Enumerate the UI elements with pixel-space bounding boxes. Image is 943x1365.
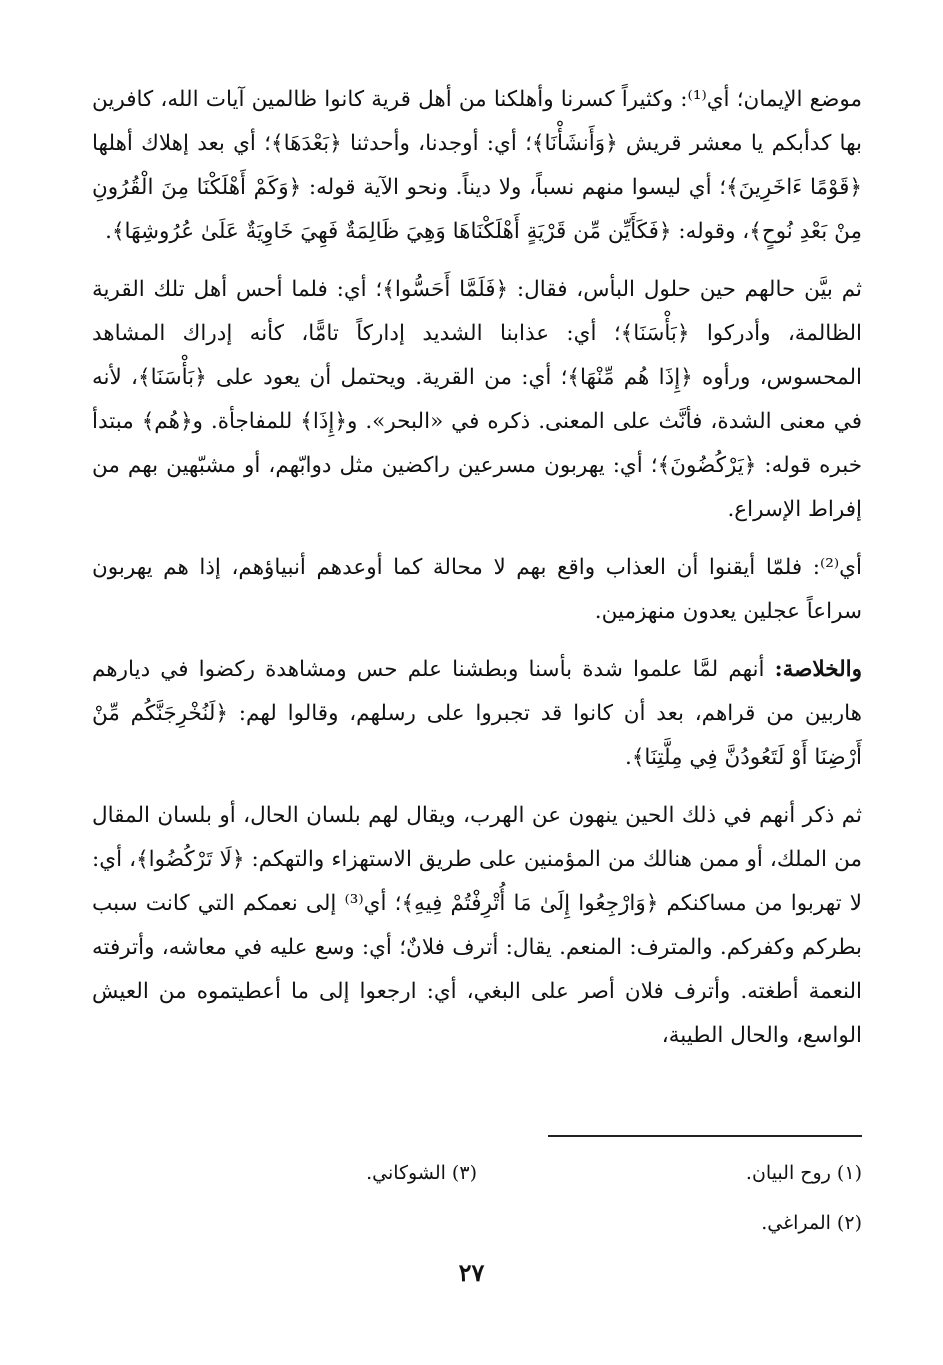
summary-label: والخلاصة: bbox=[774, 657, 862, 682]
page-body bbox=[92, 78, 862, 1058]
footnote-empty bbox=[92, 1198, 477, 1248]
footnote-row bbox=[92, 1148, 862, 1198]
page-number: ٢٧ bbox=[458, 1258, 485, 1287]
paragraph-3: أي⁽²⁾: فلمّا أيقنوا أن العذاب واقع بهم لا محالة كما أوعدهم أنبياؤهم، إذا هم يهربون سراعاً عجلين يعدون منهزمين. bbox=[92, 555, 862, 624]
summary-paragraph bbox=[92, 648, 862, 780]
footnote-row bbox=[92, 1198, 862, 1248]
footnotes bbox=[92, 1148, 862, 1248]
summary-text: أنهم لمَّا علموا شدة بأسنا وبطشنا علم حس ومشاهدة ركضوا في ديارهم هاربين من قراهم، بعد أن كانوا قد تجبروا على رسلهم، وقالوا لهم: ﴿لَنُخْرِجَنَّكُم مِّنْ أَرْضِنَا أَوْ لَتَعُودُنَّ فِي مِلَّتِنَا﴾. bbox=[92, 657, 862, 770]
paragraph-5: ثم ذكر أنهم في ذلك الحين ينهون عن الهرب، ويقال لهم بلسان الحال، أو بلسان المقال من الملك، أو ممن هنالك من المؤمنين على طريق الاستهزاء والتهكم: ﴿لَا تَرْكُضُوا﴾، أي: لا تهربوا من مساكنكم ﴿وَارْجِعُوا إِلَىٰ مَا أُتْرِفْتُمْ فِيهِ﴾؛ أي⁽³⁾ إلى نعمكم التي كانت سبب بطركم وكفركم. والمترف: المنعم. يقال: أترف فلانٌ؛ أي: وسع عليه في معاشه، وأترفته النعمة أطغته. وأترف فلان أصر على البغي، أي: ارجعوا إلى ما أعطيتموه من العيش الواسع، والحال الطيبة، bbox=[92, 803, 862, 1048]
footnote-3: (٣) الشوكاني. bbox=[366, 1162, 477, 1184]
footnote-divider bbox=[548, 1135, 862, 1137]
paragraph-1: موضع الإيمان؛ أي⁽¹⁾: وكثيراً كسرنا وأهلكنا من أهل قرية كانوا ظالمين آيات الله، كافرين بها كدأبكم يا معشر قريش ﴿وَأَنشَأْنَا﴾؛ أي: أوجدنا، وأحدثنا ﴿بَعْدَهَا﴾؛ أي بعد إهلاك أهلها ﴿قَوْمًا ءَاخَرِينَ﴾؛ أي ليسوا منهم نسباً، ولا ديناً. ونحو الآية قوله: ﴿وَكَمْ أَهْلَكْنَا مِنَ الْقُرُونِ مِنْ بَعْدِ نُوحٍ﴾، وقوله: ﴿فَكَأَيِّن مِّن قَرْيَةٍ أَهْلَكْنَاهَا وَهِيَ ظَالِمَةٌ فَهِيَ خَاوِيَةٌ عَلَىٰ عُرُوشِهَا﴾. bbox=[92, 87, 862, 244]
footnote-2: (٢) المراغي. bbox=[761, 1212, 862, 1234]
footnote-1: (١) روح البيان. bbox=[745, 1162, 862, 1184]
paragraph-2: ثم بيَّن حالهم حين حلول البأس، فقال: ﴿فَلَمَّا أَحَسُّوا﴾؛ أي: فلما أحس أهل تلك القرية الظالمة، وأدركوا ﴿بَأْسَنَا﴾؛ أي: عذابنا الشديد إداركاً تامًّا، كأنه إدراك المشاهد المحسوس، ورأوه ﴿إِذَا هُم مِّنْهَا﴾؛ أي: من القرية. ويحتمل أن يعود على ﴿بَأْسَنَا﴾، لأنه في معنى الشدة، فأنَّث على المعنى. ذكره في «البحر». و﴿إِذَا﴾ للمفاجأة. و﴿هُم﴾ مبتدأ خبره قوله: ﴿يَرْكُضُونَ﴾؛ أي: يهربون مسرعين راكضين مثل دوابّهم، أو مشبّهين بهم من إفراط الإسراع. bbox=[92, 277, 862, 522]
